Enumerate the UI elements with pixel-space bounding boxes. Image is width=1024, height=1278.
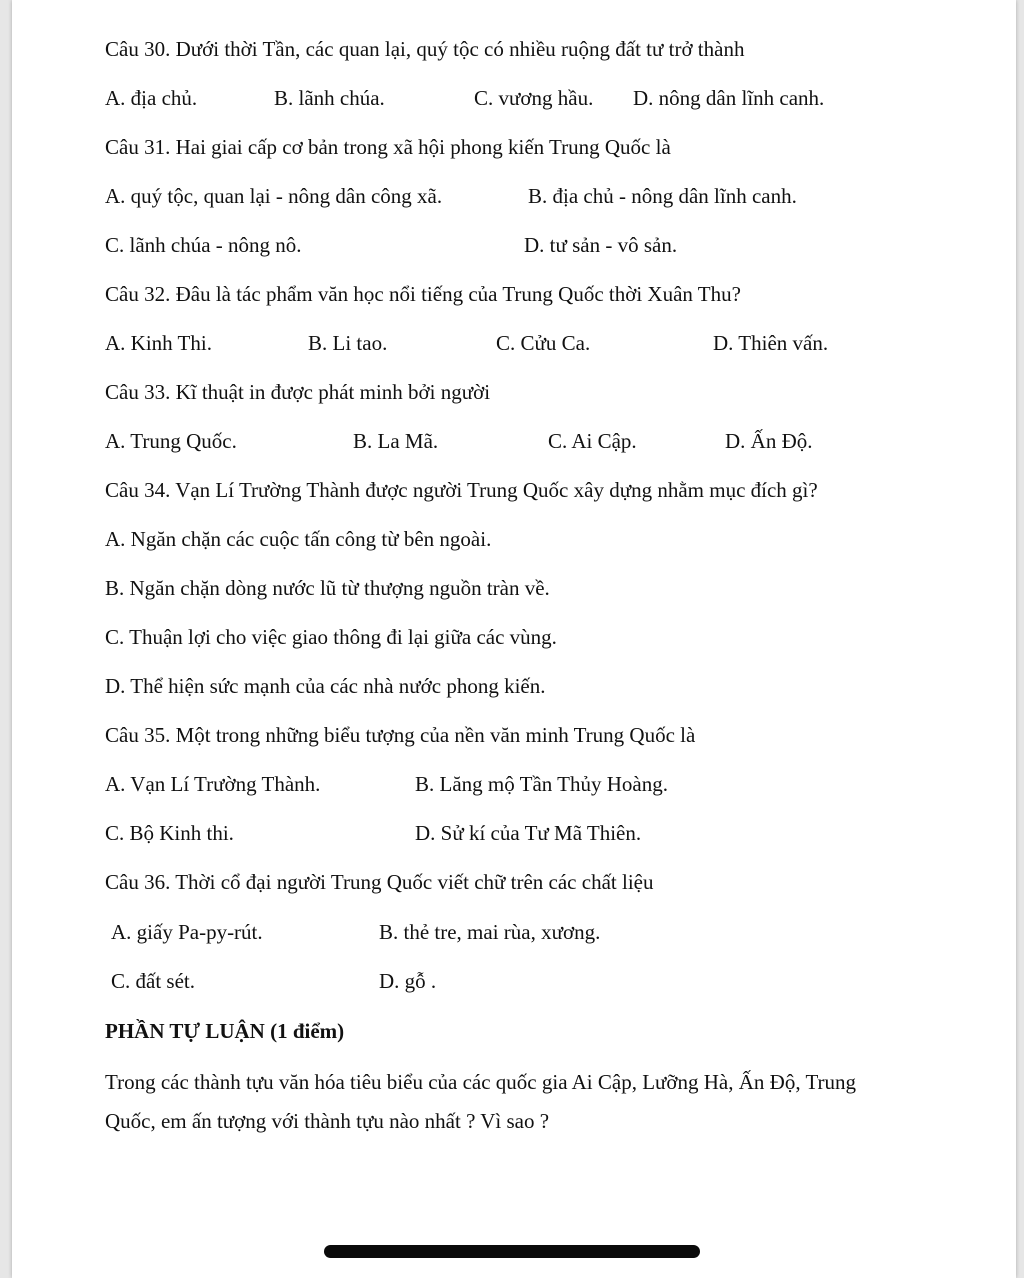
question-32-option-b: B. Li tao. — [308, 331, 388, 355]
question-32-option-d: D. Thiên vấn. — [713, 331, 829, 355]
question-31-option-d: D. tư sản - vô sản. — [524, 233, 678, 257]
question-31-option-b: B. địa chủ - nông dân lĩnh canh. — [528, 184, 797, 208]
essay-prompt-line-2: Quốc, em ấn tượng với thành tựu nào nhất ? Vì sao ? — [105, 1109, 550, 1133]
question-36-option-a: A. giấy Pa-py-rút. — [111, 920, 263, 944]
question-30-option-a: A. địa chủ. — [105, 86, 198, 110]
question-33-text: Câu 33. Kĩ thuật in được phát minh bởi người — [105, 380, 491, 404]
question-34-option-a: A. Ngăn chặn các cuộc tấn công từ bên ngoài. — [105, 527, 492, 551]
question-33-option-d: D. Ấn Độ. — [725, 429, 813, 453]
question-35-option-d: D. Sử kí của Tư Mã Thiên. — [415, 821, 642, 845]
question-32-option-c: C. Cửu Ca. — [496, 331, 591, 355]
essay-prompt-line-1: Trong các thành tựu văn hóa tiêu biểu của các quốc gia Ai Cập, Lưỡng Hà, Ấn Độ, Trung — [105, 1070, 857, 1094]
document-page — [12, 0, 1016, 1278]
question-31-option-c: C. lãnh chúa - nông nô. — [105, 233, 302, 257]
question-33-option-b: B. La Mã. — [353, 429, 439, 453]
question-35-option-a: A. Vạn Lí Trường Thành. — [105, 772, 321, 796]
question-36-option-d: D. gỗ . — [379, 969, 437, 993]
question-35-option-b: B. Lăng mộ Tần Thủy Hoàng. — [415, 772, 668, 796]
question-35-option-c: C. Bộ Kinh thi. — [105, 821, 234, 845]
question-34-option-b: B. Ngăn chặn dòng nước lũ từ thượng nguồn tràn về. — [105, 576, 550, 600]
question-34-option-d: D. Thể hiện sức mạnh của các nhà nước phong kiến. — [105, 674, 546, 698]
question-33-option-c: C. Ai Cập. — [548, 429, 637, 453]
question-31-text: Câu 31. Hai giai cấp cơ bản trong xã hội phong kiến Trung Quốc là — [105, 135, 671, 159]
question-30-option-c: C. vương hầu. — [474, 86, 594, 110]
question-36-option-c: C. đất sét. — [111, 969, 195, 993]
question-30-option-b: B. lãnh chúa. — [274, 86, 385, 110]
question-33-option-a: A. Trung Quốc. — [105, 429, 237, 453]
question-32-text: Câu 32. Đâu là tác phẩm văn học nổi tiếng của Trung Quốc thời Xuân Thu? — [105, 282, 741, 306]
home-indicator-bar[interactable] — [324, 1245, 700, 1258]
question-34-text: Câu 34. Vạn Lí Trường Thành được người Trung Quốc xây dựng nhằm mục đích gì? — [105, 478, 818, 502]
question-36-option-b: B. thẻ tre, mai rùa, xương. — [379, 920, 601, 944]
question-30-option-d: D. nông dân lĩnh canh. — [633, 86, 825, 110]
question-30-text: Câu 30. Dưới thời Tần, các quan lại, quý tộc có nhiều ruộng đất tư trở thành — [105, 37, 745, 61]
question-35-text: Câu 35. Một trong những biểu tượng của nền văn minh Trung Quốc là — [105, 723, 696, 747]
question-36-text: Câu 36. Thời cổ đại người Trung Quốc viết chữ trên các chất liệu — [105, 870, 654, 894]
question-31-option-a: A. quý tộc, quan lại - nông dân công xã. — [105, 184, 443, 208]
question-34-option-c: C. Thuận lợi cho việc giao thông đi lại giữa các vùng. — [105, 625, 557, 649]
essay-heading: PHẦN TỰ LUẬN (1 điểm) — [105, 1019, 345, 1043]
question-32-option-a: A. Kinh Thi. — [105, 331, 212, 355]
